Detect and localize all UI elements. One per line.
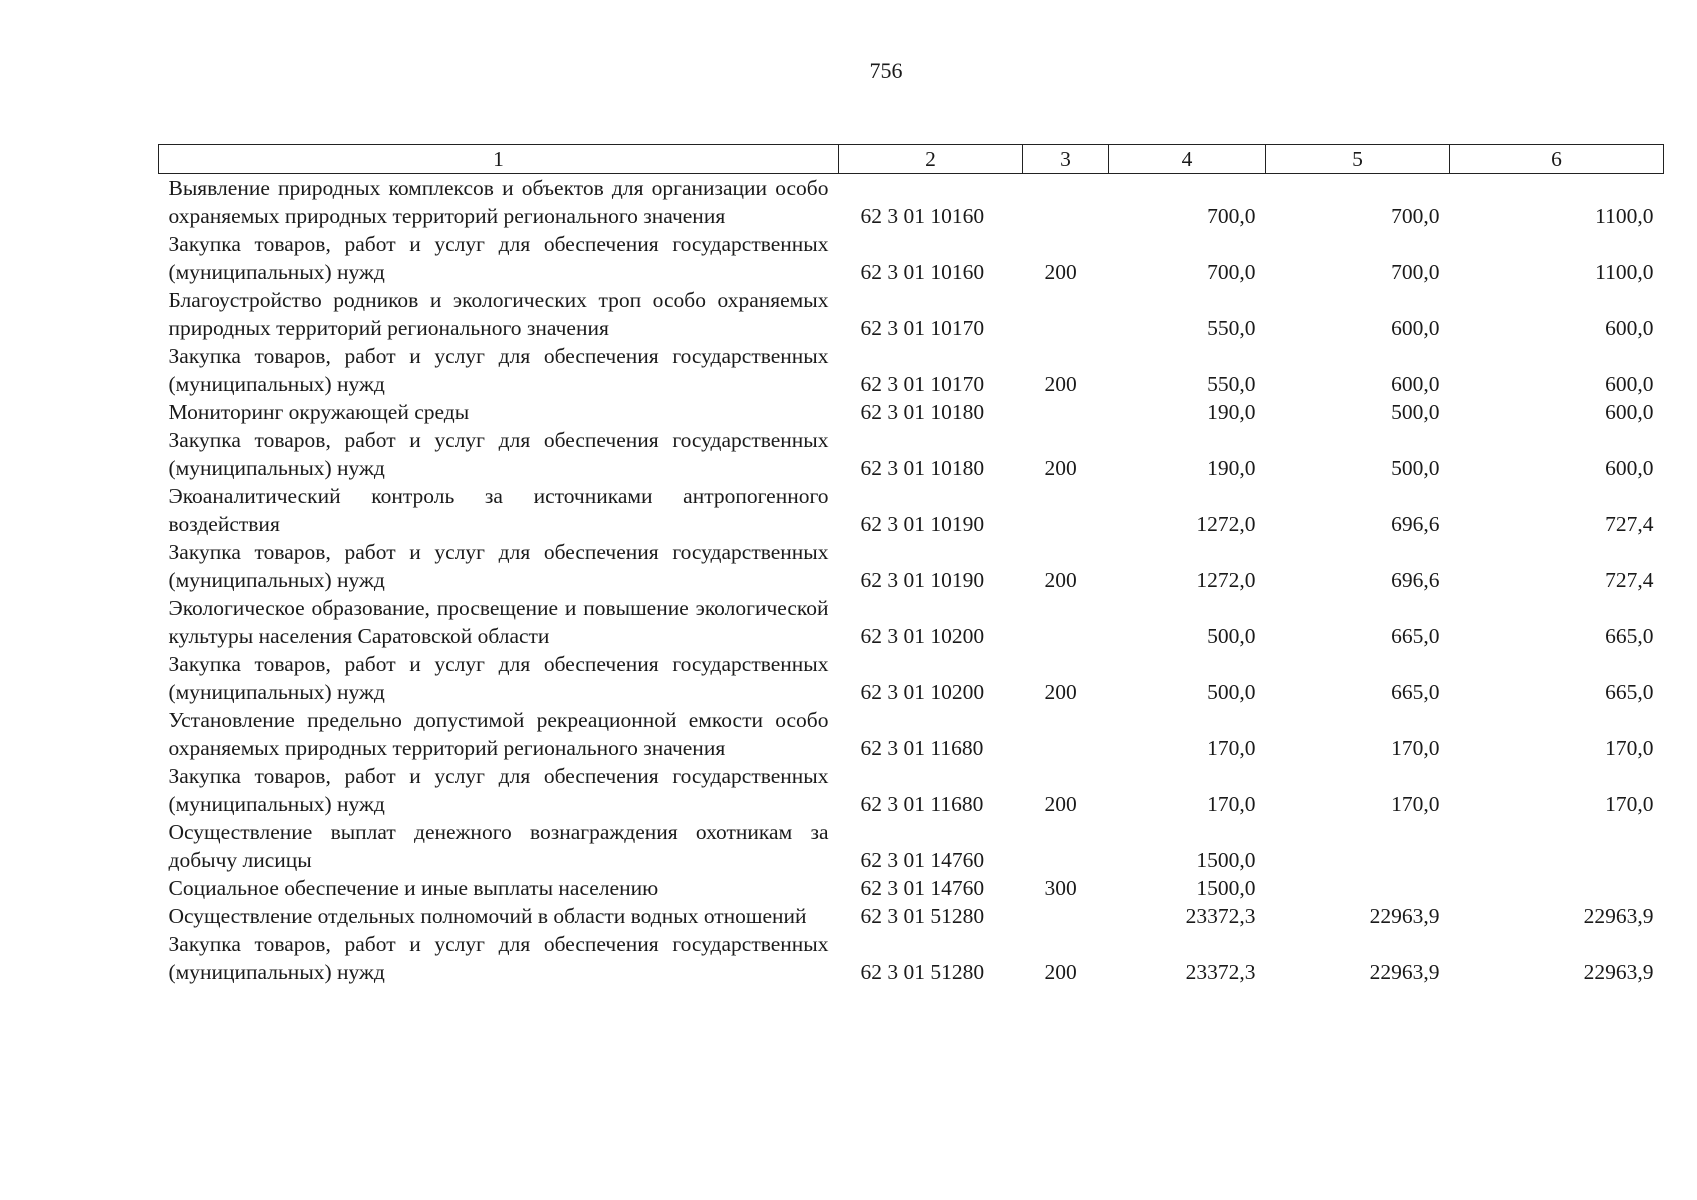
row-value-col5: 600,0	[1391, 372, 1440, 396]
row-expense-type	[1023, 818, 1109, 874]
row-value-col6	[1450, 818, 1664, 874]
row-value-col5: 170,0	[1391, 736, 1440, 760]
row-value-col6: 665,0	[1605, 624, 1654, 648]
row-expense-type	[1023, 902, 1109, 930]
row-code: 62 3 01 10160	[860, 204, 985, 228]
table-row	[159, 482, 1664, 538]
row-name: Осуществление выплат денежного вознаграждения охотникам за добычу лисицы	[168, 820, 829, 872]
row-value-col4: 550,0	[1207, 316, 1256, 340]
header-row	[159, 145, 1664, 174]
row-code: 62 3 01 10170	[860, 372, 985, 396]
row-expense-type: 300	[1044, 876, 1077, 900]
row-name: Выявление природных комплексов и объектов для организации особо охраняемых природных территорий регионального значения	[168, 176, 829, 228]
row-code: 62 3 01 10200	[860, 624, 985, 648]
row-value-col6: 600,0	[1605, 372, 1654, 396]
table-row	[159, 174, 1664, 231]
row-value-col4: 170,0	[1207, 792, 1256, 816]
row-value-col4: 1272,0	[1196, 512, 1256, 536]
table-row	[159, 650, 1664, 706]
row-value-col5: 170,0	[1391, 792, 1440, 816]
row-expense-type: 200	[1044, 456, 1077, 480]
row-name: Экологическое образование, просвещение и повышение экологической культуры населения Саратовской области	[168, 596, 829, 648]
row-value-col6: 1100,0	[1595, 204, 1654, 228]
row-name: Закупка товаров, работ и услуг для обеспечения государственных (муниципальных) нужд	[168, 932, 829, 984]
row-code: 62 3 01 10160	[860, 260, 985, 284]
row-value-col6: 727,4	[1605, 568, 1654, 592]
row-name: Закупка товаров, работ и услуг для обеспечения государственных (муниципальных) нужд	[168, 344, 829, 396]
row-code: 62 3 01 51280	[860, 960, 985, 984]
row-name: Социальное обеспечение и иные выплаты населению	[168, 876, 659, 900]
row-name: Экоаналитический контроль за источниками антропогенного воздействия	[168, 484, 829, 536]
row-value-col4: 23372,3	[1185, 960, 1256, 984]
row-expense-type	[1023, 482, 1109, 538]
row-value-col6: 600,0	[1605, 400, 1654, 424]
row-value-col4: 500,0	[1207, 680, 1256, 704]
budget-table	[158, 144, 1664, 986]
row-code: 62 3 01 10190	[860, 568, 985, 592]
row-name: Закупка товаров, работ и услуг для обеспечения государственных (муниципальных) нужд	[168, 764, 829, 816]
row-value-col6: 170,0	[1605, 736, 1654, 760]
row-value-col4: 1500,0	[1196, 848, 1256, 872]
row-value-col5: 700,0	[1391, 260, 1440, 284]
row-value-col6: 22963,9	[1583, 904, 1654, 928]
table-row	[159, 706, 1664, 762]
column-header-3: 3	[1023, 145, 1109, 174]
table-row	[159, 286, 1664, 342]
row-code: 62 3 01 14760	[860, 848, 985, 872]
row-code: 62 3 01 11680	[860, 792, 984, 816]
row-value-col6: 22963,9	[1583, 960, 1654, 984]
row-code: 62 3 01 51280	[860, 904, 985, 928]
column-header-6: 6	[1450, 145, 1664, 174]
row-value-col4: 190,0	[1207, 456, 1256, 480]
row-value-col4: 700,0	[1207, 204, 1256, 228]
row-expense-type	[1023, 398, 1109, 426]
row-value-col5: 500,0	[1391, 400, 1440, 424]
table-body	[159, 174, 1664, 987]
row-value-col6: 600,0	[1605, 456, 1654, 480]
table-row	[159, 538, 1664, 594]
row-value-col6: 170,0	[1605, 792, 1654, 816]
row-code: 62 3 01 10190	[860, 512, 985, 536]
row-value-col5: 665,0	[1391, 624, 1440, 648]
row-value-col4: 170,0	[1207, 736, 1256, 760]
row-value-col6: 1100,0	[1595, 260, 1654, 284]
row-expense-type: 200	[1044, 260, 1077, 284]
row-name: Закупка товаров, работ и услуг для обеспечения государственных (муниципальных) нужд	[168, 232, 829, 284]
row-name: Установление предельно допустимой рекреационной емкости особо охраняемых природных территорий регионального значения	[168, 708, 829, 760]
row-code: 62 3 01 10180	[860, 456, 985, 480]
row-name: Благоустройство родников и экологических троп особо охраняемых природных территорий регионального значения	[168, 288, 829, 340]
table-row	[159, 930, 1664, 986]
row-expense-type	[1023, 594, 1109, 650]
table-row	[159, 762, 1664, 818]
row-value-col5	[1266, 818, 1450, 874]
row-value-col5	[1266, 874, 1450, 902]
row-name: Осуществление отдельных полномочий в области водных отношений	[168, 904, 807, 928]
row-value-col4: 1500,0	[1196, 876, 1256, 900]
row-expense-type	[1023, 706, 1109, 762]
column-header-4: 4	[1109, 145, 1266, 174]
row-value-col6: 727,4	[1605, 512, 1654, 536]
row-code: 62 3 01 10170	[860, 316, 985, 340]
row-value-col6	[1450, 874, 1664, 902]
row-name: Закупка товаров, работ и услуг для обеспечения государственных (муниципальных) нужд	[168, 428, 829, 480]
table-row	[159, 426, 1664, 482]
table-row	[159, 874, 1664, 902]
row-code: 62 3 01 10180	[860, 400, 985, 424]
row-value-col4: 1272,0	[1196, 568, 1256, 592]
row-code: 62 3 01 10200	[860, 680, 985, 704]
column-header-1: 1	[159, 145, 839, 174]
row-value-col5: 600,0	[1391, 316, 1440, 340]
row-expense-type: 200	[1044, 680, 1077, 704]
row-expense-type	[1023, 174, 1109, 231]
row-value-col4: 23372,3	[1185, 904, 1256, 928]
table-header	[159, 145, 1664, 174]
row-value-col5: 22963,9	[1369, 960, 1440, 984]
row-code: 62 3 01 11680	[860, 736, 984, 760]
row-code: 62 3 01 14760	[860, 876, 985, 900]
table-row	[159, 342, 1664, 398]
row-value-col6: 665,0	[1605, 680, 1654, 704]
table-row	[159, 398, 1664, 426]
row-expense-type: 200	[1044, 568, 1077, 592]
row-value-col5: 500,0	[1391, 456, 1440, 480]
row-value-col5: 696,6	[1391, 568, 1440, 592]
table-row	[159, 818, 1664, 874]
row-value-col4: 190,0	[1207, 400, 1256, 424]
row-value-col5: 665,0	[1391, 680, 1440, 704]
table-row	[159, 594, 1664, 650]
row-value-col6: 600,0	[1605, 316, 1654, 340]
page-number: 756	[869, 58, 903, 83]
row-expense-type: 200	[1044, 792, 1077, 816]
row-value-col5: 700,0	[1391, 204, 1440, 228]
row-name: Закупка товаров, работ и услуг для обеспечения государственных (муниципальных) нужд	[168, 652, 829, 704]
row-value-col5: 696,6	[1391, 512, 1440, 536]
table-row	[159, 902, 1664, 930]
row-name: Мониторинг окружающей среды	[168, 400, 470, 424]
row-expense-type: 200	[1044, 372, 1077, 396]
row-expense-type: 200	[1044, 960, 1077, 984]
row-expense-type	[1023, 286, 1109, 342]
row-value-col4: 700,0	[1207, 260, 1256, 284]
table-row	[159, 230, 1664, 286]
column-header-5: 5	[1266, 145, 1450, 174]
row-value-col4: 550,0	[1207, 372, 1256, 396]
row-value-col4: 500,0	[1207, 624, 1256, 648]
column-header-2: 2	[839, 145, 1023, 174]
row-name: Закупка товаров, работ и услуг для обеспечения государственных (муниципальных) нужд	[168, 540, 829, 592]
row-value-col5: 22963,9	[1369, 904, 1440, 928]
